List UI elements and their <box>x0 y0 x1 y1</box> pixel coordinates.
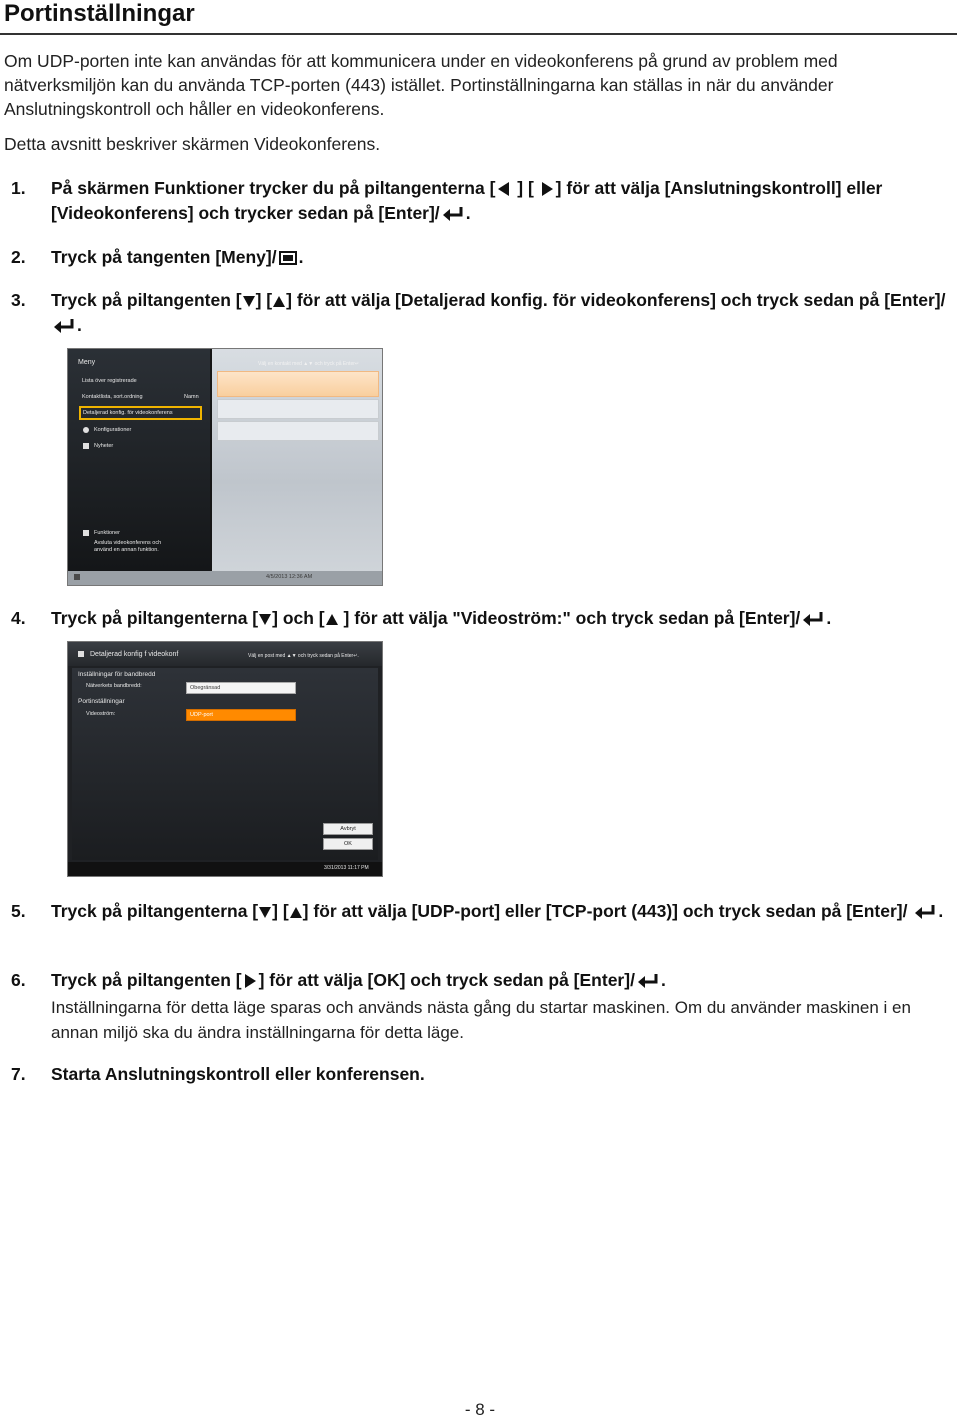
arrow-up-icon <box>290 907 302 918</box>
intro-subtitle: Detta avsnitt beskriver skärmen Videokonferens. <box>4 134 381 154</box>
step-6: 6. Tryck på piltangenten [ ] för att välja [OK] och tryck sedan på [Enter]/ . <box>11 970 666 990</box>
menu-item: Lista över registrerade <box>82 378 137 384</box>
step-2: 2. Tryck på tangenten [Meny]/ . <box>11 247 304 267</box>
config-title: Detaljerad konfig f videokonf <box>90 651 179 658</box>
functions-desc: använd en annan funktion. <box>94 547 159 553</box>
menu-item: Nyheter <box>94 443 114 449</box>
step-4: 4. Tryck på piltangenterna [ ] och [ ] för att välja "Videoström:" och tryck sedan på [Enter]/ . <box>11 608 832 628</box>
step-3: 3. Tryck på piltangenten [ ] [ ] för att välja [Detaljerad konfig. för videokonferens] och tryck sedan på [Enter]/ . <box>11 290 946 335</box>
step-1: 1. På skärmen Funktioner trycker du på piltangenterna [ ] [ ] för att välja [Anslutningskontroll] eller [Videokonferens] och trycker sedan på [Enter]/ . <box>11 178 883 223</box>
arrow-right-icon <box>245 974 256 988</box>
video-stream-dropdown[interactable]: UDP-port <box>186 709 296 721</box>
arrow-down-icon <box>259 907 271 918</box>
page-title: Portinställningar <box>4 0 195 27</box>
menu-title: Meny <box>78 359 96 366</box>
functions-icon <box>83 530 89 536</box>
arrow-right-icon <box>542 182 553 196</box>
menu-item: Konfigurationer <box>94 427 132 433</box>
sort-value: Namn <box>184 394 199 400</box>
arrow-down-icon <box>243 296 255 307</box>
bandwidth-section: Inställningar för bandbredd <box>78 671 156 678</box>
status-time: 4/5/2013 12:36 AM <box>266 574 313 580</box>
contact-row <box>217 421 379 441</box>
menu-item: Kontaktlista, sort.ordning <box>82 394 143 400</box>
intro-paragraph: Om UDP-porten inte kan användas för att kommunicera under en videokonferens på grund av problem med nätverksmiljön kan du använda TCP-porten (443) istället. Portinställningarna kan ställas in när du använder Anslutningskontroll och håller en videokonferens. <box>4 51 838 119</box>
selected-contact-bar <box>217 371 379 397</box>
port-section: Portinställningar <box>78 698 125 705</box>
menu-hint: Välj en kontakt med ▲▼ och tryck på Enter↵ <box>258 361 360 367</box>
enter-key-icon <box>637 973 659 989</box>
menu-screenshot <box>67 348 383 586</box>
config-icon <box>78 651 84 657</box>
gear-icon <box>83 427 89 433</box>
config-screenshot <box>67 641 383 877</box>
menu-key-icon <box>279 251 297 265</box>
cancel-button[interactable]: Avbryt <box>323 823 373 835</box>
bandwidth-label: Nätverkets bandbredd: <box>86 683 142 689</box>
arrow-up-icon <box>326 614 338 625</box>
functions-title: Funktioner <box>94 530 120 536</box>
enter-key-icon <box>802 611 824 627</box>
enter-key-icon <box>442 206 464 222</box>
bandwidth-dropdown[interactable]: Obegränsad <box>186 682 296 694</box>
contact-row <box>217 399 379 419</box>
arrow-down-icon <box>259 614 271 625</box>
enter-key-icon <box>53 318 75 334</box>
menu-item: Detaljerad konfig. för videokonferens <box>83 410 173 416</box>
functions-desc: Avsluta videokonferens och <box>94 540 162 546</box>
ok-button[interactable]: OK <box>323 838 373 850</box>
title-rule <box>0 33 957 35</box>
enter-key-icon <box>914 904 936 920</box>
status-icon <box>74 574 80 580</box>
arrow-up-icon <box>273 296 285 307</box>
status-time: 3/31/2013 11:17 PM <box>324 865 369 871</box>
config-hint: Välj en post med ▲▼ och tryck sedan på Enter↵. <box>248 653 359 659</box>
step-number: 1. <box>11 178 26 198</box>
step-6-note: Inställningarna för detta läge sparas och används nästa gång du startar maskinen. Om du använder maskinen i en annan miljö ska du ändra inställningarna för detta läge. <box>51 998 911 1042</box>
step-5: 5. Tryck på piltangenterna [ ] [ ] för att välja [UDP-port] eller [TCP-port (443)] och tryck sedan på [Enter]/ . <box>11 901 944 921</box>
page-number: - 8 - <box>464 1400 496 1419</box>
status-bar <box>68 571 382 585</box>
stream-label: Videoström: <box>86 711 116 717</box>
arrow-left-icon <box>498 182 509 196</box>
step-7: 7. Starta Anslutningskontroll eller konferensen. <box>11 1064 425 1084</box>
mail-icon <box>83 443 89 449</box>
